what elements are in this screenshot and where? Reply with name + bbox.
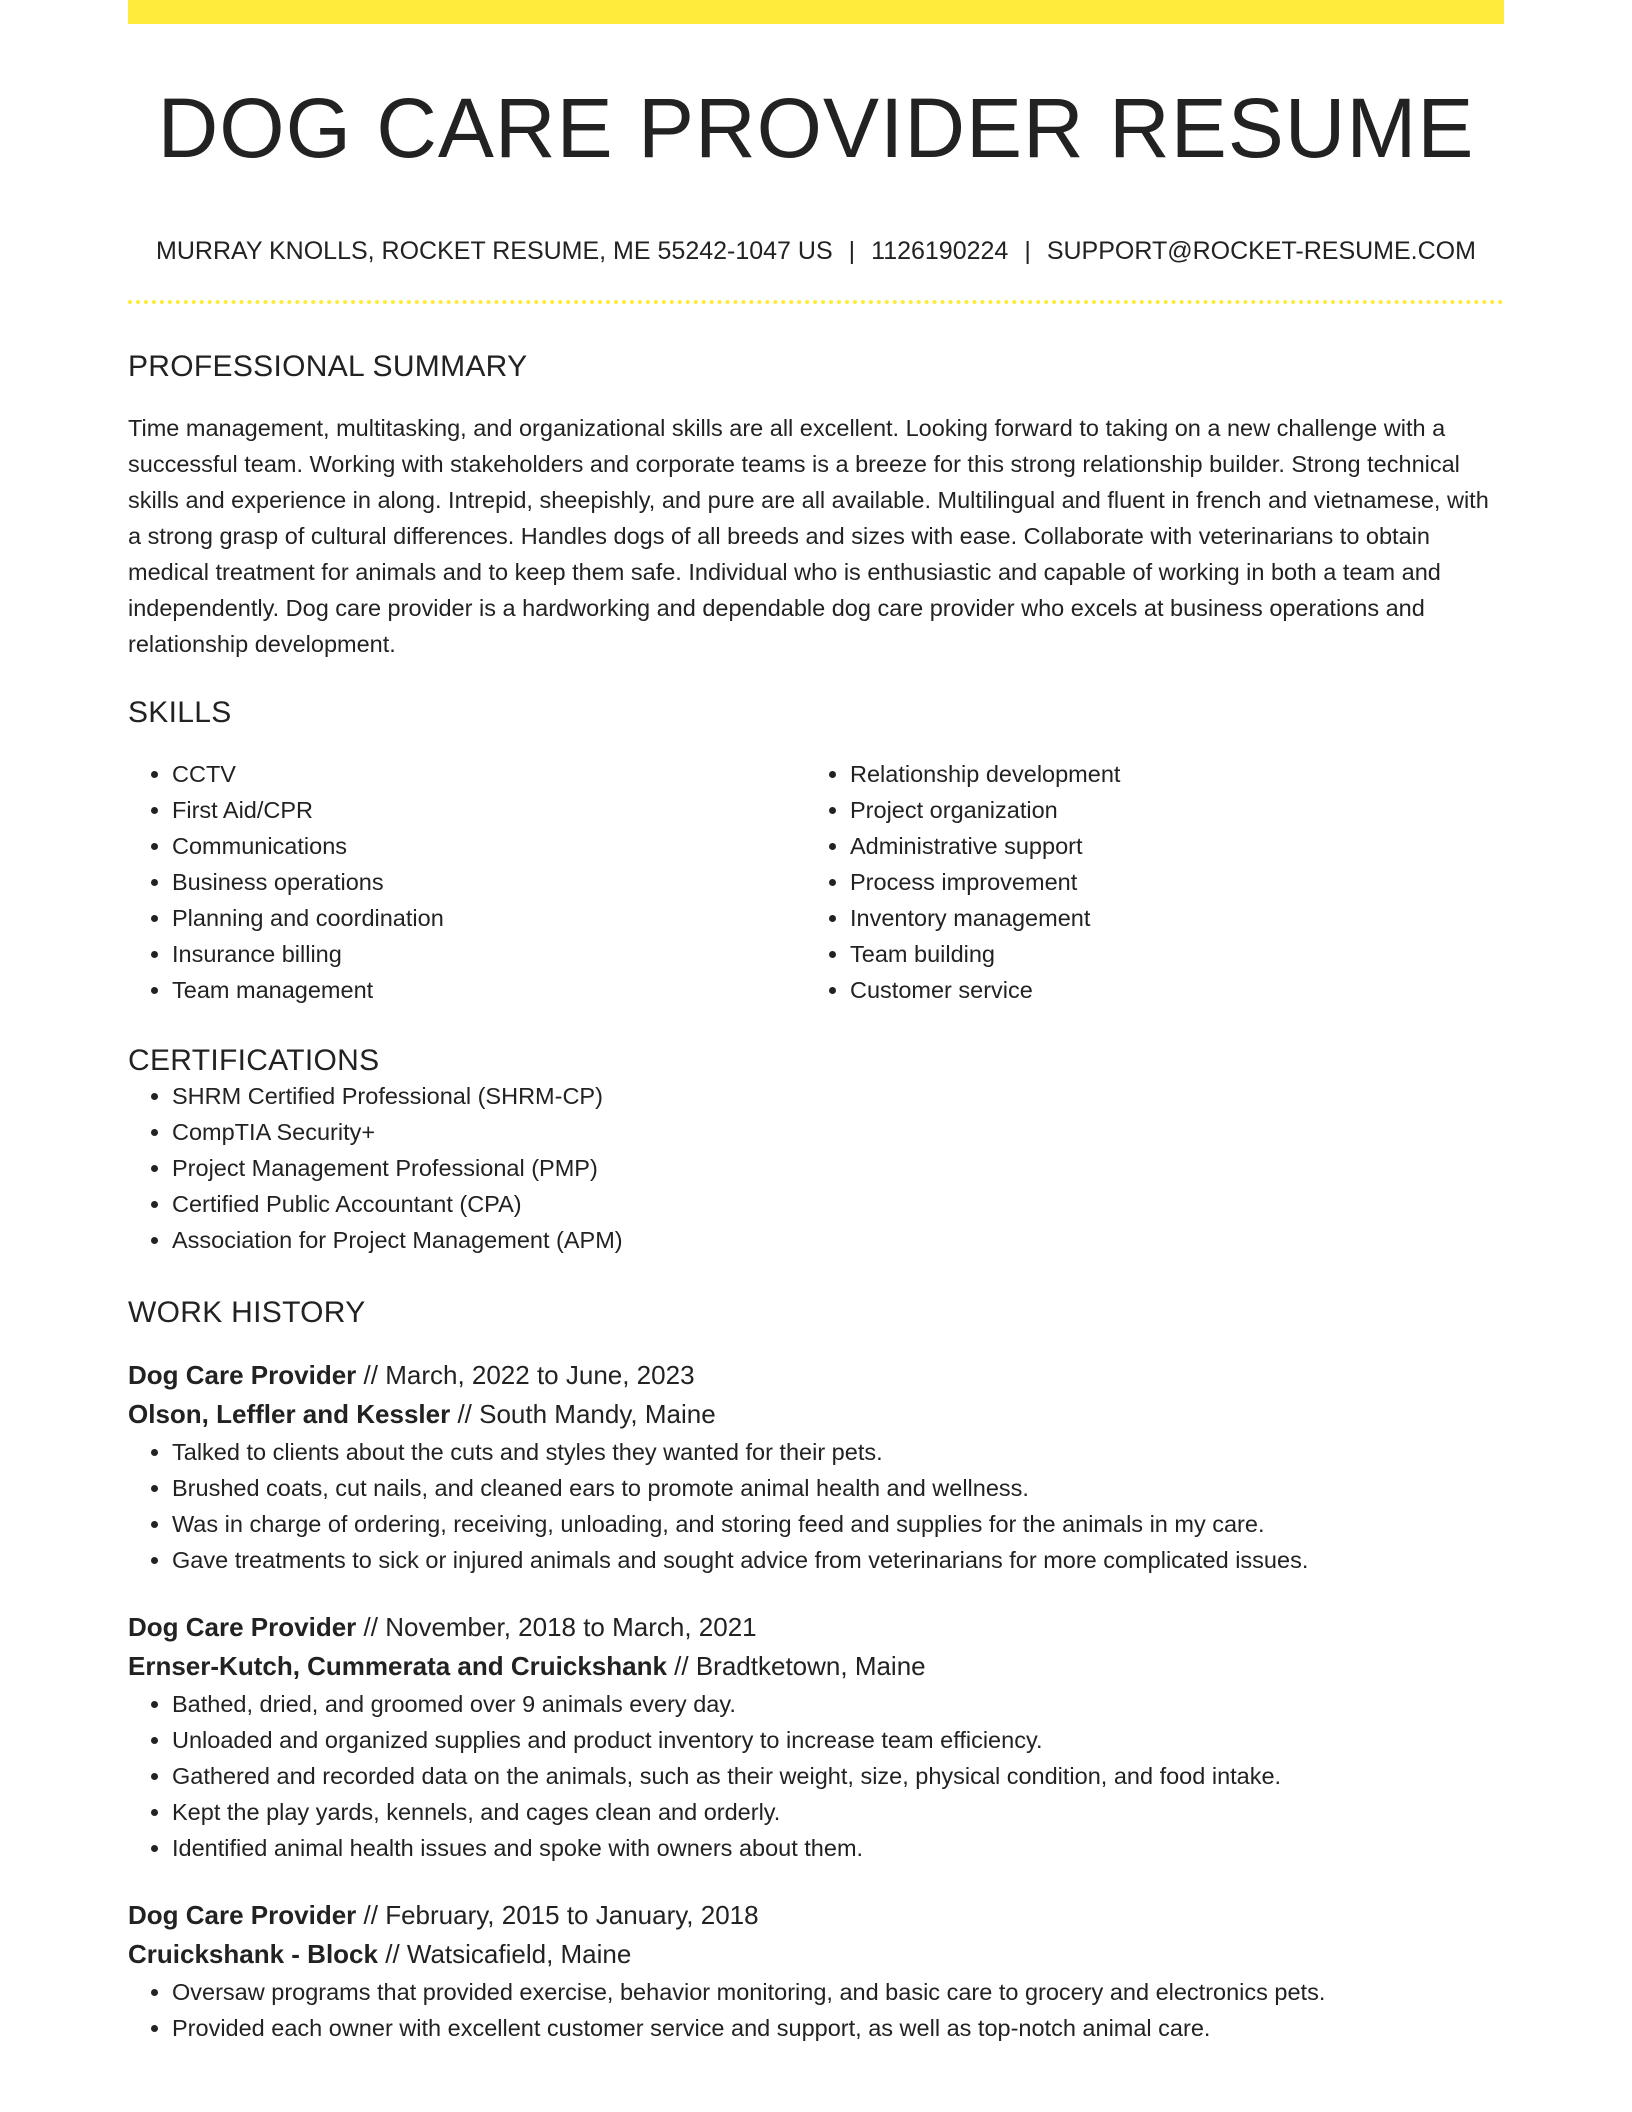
job-duty: • Brushed coats, cut nails, and cleaned ears to promote animal health and wellness. <box>172 1470 1504 1506</box>
job-duties-list <box>128 1686 1504 1866</box>
skills-columns <box>128 756 1504 1008</box>
skill-item: • Inventory management <box>850 900 1484 936</box>
contact-address: MURRAY KNOLLS, ROCKET RESUME, ME 55242-1047 US <box>156 237 833 266</box>
job-role-line <box>128 1896 1504 1935</box>
skills-list-right <box>806 756 1484 1008</box>
job-location: // South Mandy, Maine <box>457 1399 716 1430</box>
job-duty: • Oversaw programs that provided exercise, behavior monitoring, and basic care to grocery and electronics pets. <box>172 1974 1504 2010</box>
work-history-heading: WORK HISTORY <box>128 1296 366 1330</box>
accent-bar <box>128 0 1504 24</box>
skill-item: • Business operations <box>172 864 806 900</box>
job-company-line <box>128 1647 1504 1686</box>
skills-heading: SKILLS <box>128 696 232 730</box>
job-entry <box>128 1896 1504 2046</box>
job-role: Dog Care Provider <box>128 1900 357 1931</box>
certifications-heading: CERTIFICATIONS <box>128 1044 380 1078</box>
job-role: Dog Care Provider <box>128 1360 357 1391</box>
job-duty: • Was in charge of ordering, receiving, unloading, and storing feed and supplies for the animals in my care. <box>172 1506 1504 1542</box>
job-duty: • Gave treatments to sick or injured animals and sought advice from veterinarians for more complicated issues. <box>172 1542 1504 1578</box>
job-duties-list <box>128 1974 1504 2046</box>
contact-separator: | <box>1024 237 1031 266</box>
skill-item: • First Aid/CPR <box>172 792 806 828</box>
job-duty: • Talked to clients about the cuts and styles they wanted for their pets. <box>172 1434 1504 1470</box>
job-role-line <box>128 1356 1504 1395</box>
contact-separator: | <box>848 237 856 266</box>
skills-column-left <box>128 756 806 1008</box>
contact-email: SUPPORT@ROCKET-RESUME.COM <box>1046 237 1476 266</box>
skill-item: • Relationship development <box>850 756 1484 792</box>
job-duty: • Bathed, dried, and groomed over 9 animals every day. <box>172 1686 1504 1722</box>
job-role-line <box>128 1608 1504 1647</box>
skills-column-right <box>806 756 1484 1008</box>
summary-text: Time management, multitasking, and organizational skills are all excellent. Looking forward to taking on a new challenge with a successful team. Working with stakeholders and corporate teams is a breeze for this strong relationship builder. Strong technical skills and experience in along. Intrepid, sheepishly, and pure are all available. Multilingual and fluent in french and vietnamese, with a strong grasp of cultural differences. Handles dogs of all breeds and sizes with ease. Collaborate with veterinarians to obtain medical treatment for animals and to keep them safe. Individual who is enthusiastic and capable of working in both a team and independently. Dog care provider is a hardworking and dependable dog care provider who excels at business operations and relationship development. <box>128 415 1489 658</box>
skill-item: • Team building <box>850 936 1484 972</box>
skill-item: • Communications <box>172 828 806 864</box>
skill-item: • Process improvement <box>850 864 1484 900</box>
dotted-divider <box>128 300 1504 304</box>
contact-phone: 1126190224 <box>871 237 1009 266</box>
job-entry <box>128 1356 1504 1578</box>
certification-item: • Project Management Professional (PMP) <box>172 1150 1504 1186</box>
skill-item: • Team management <box>172 972 806 1008</box>
job-company: Ernser-Kutch, Cummerata and Cruickshank <box>128 1651 667 1682</box>
resume-title: DOG CARE PROVIDER RESUME <box>157 81 1475 175</box>
job-dates: // March, 2022 to June, 2023 <box>363 1360 695 1391</box>
summary-heading: PROFESSIONAL SUMMARY <box>128 350 528 384</box>
job-company-line <box>128 1935 1504 1974</box>
resume-page <box>128 0 1504 2046</box>
skill-item: • Customer service <box>850 972 1484 1008</box>
job-dates: // February, 2015 to January, 2018 <box>363 1900 759 1931</box>
job-dates: // November, 2018 to March, 2021 <box>363 1612 757 1643</box>
job-duty: • Provided each owner with excellent customer service and support, as well as top-notch animal care. <box>172 2010 1504 2046</box>
job-location: // Bradtketown, Maine <box>674 1651 926 1682</box>
certification-item: • SHRM Certified Professional (SHRM-CP) <box>172 1078 1504 1114</box>
skill-item: • Project organization <box>850 792 1484 828</box>
job-company: Cruickshank - Block <box>128 1939 378 1970</box>
skill-item: • Insurance billing <box>172 936 806 972</box>
contact-line <box>128 236 1504 266</box>
job-duty: • Gathered and recorded data on the animals, such as their weight, size, physical condition, and food intake. <box>172 1758 1504 1794</box>
job-company: Olson, Leffler and Kessler <box>128 1399 451 1430</box>
skills-list-left <box>128 756 806 1008</box>
certification-item: • CompTIA Security+ <box>172 1114 1504 1150</box>
job-duty: • Kept the play yards, kennels, and cages clean and orderly. <box>172 1794 1504 1830</box>
job-duty: • Unloaded and organized supplies and product inventory to increase team efficiency. <box>172 1722 1504 1758</box>
job-entry <box>128 1608 1504 1866</box>
certification-item: • Certified Public Accountant (CPA) <box>172 1186 1504 1222</box>
certifications-list <box>128 1078 1504 1258</box>
skill-item: • Administrative support <box>850 828 1484 864</box>
certification-item: • Association for Project Management (APM) <box>172 1222 1504 1258</box>
job-duties-list <box>128 1434 1504 1578</box>
skill-item: • CCTV <box>172 756 806 792</box>
skill-item: • Planning and coordination <box>172 900 806 936</box>
job-company-line <box>128 1395 1504 1434</box>
job-duty: • Identified animal health issues and spoke with owners about them. <box>172 1830 1504 1866</box>
job-role: Dog Care Provider <box>128 1612 357 1643</box>
job-location: // Watsicafield, Maine <box>385 1939 632 1970</box>
